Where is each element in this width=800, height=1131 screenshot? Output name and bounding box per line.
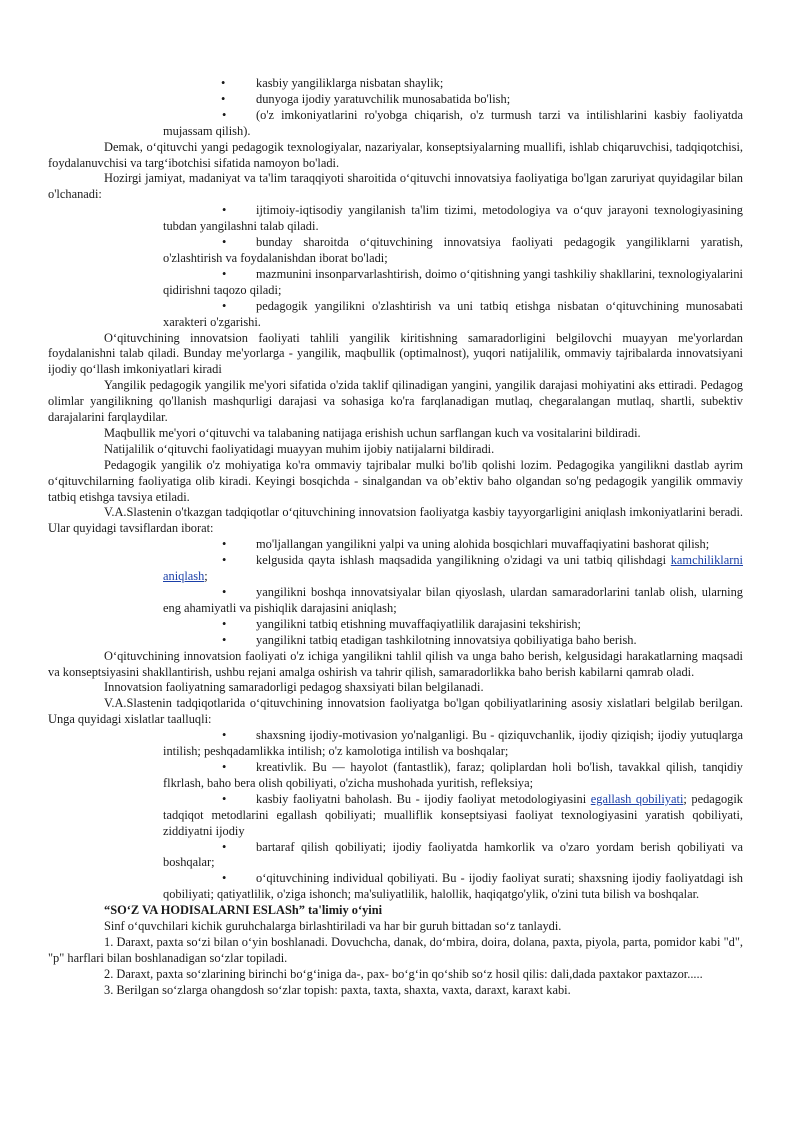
bullet-icon: •: [222, 203, 227, 218]
paragraph: O‘qituvchining innovatsion faoliyati tahlili yangilik kiritishning samaradorligini belgilovchi muayyan me'yorlardan foydalanishni talab qiladi. Bunday me'yorlarga - yangilik, maqbullik (optimalnost), yuqori natijalilik, ommaviy tajribalarda innovatsiyani ijodiy qo‘llash imkoniyatlari kiradi: [48, 330, 743, 377]
bullet-item: • yangilikni tatbiq etadigan tashkilotning innovatsiya qobiliyatiga baho berish.: [222, 632, 637, 647]
bullet-icon: •: [222, 107, 227, 122]
bullet-item: • bartaraf qilish qobiliyati; ijodiy faoliyatda hamkorlik va o'zaro yordam berish qobiliyati va boshqalar;: [163, 839, 743, 870]
bullet-icon: •: [222, 839, 227, 854]
kamchiliklarni-aniqlash-link[interactable]: kamchiliklarni aniqlash: [163, 553, 743, 584]
bullet-icon: •: [222, 728, 227, 743]
bullet-icon: •: [221, 91, 226, 106]
bullet-item: • bunday sharoitda o‘qituvchining innovatsiya faoliyati pedagogik yangiliklarni yaratish, o'zlashtirish va foydalanishdan iborat bo'ladi;: [163, 235, 743, 265]
bullet-icon: •: [222, 553, 227, 568]
paragraph: 1. Daraxt, paxta so‘zi bilan o‘yin boshlanadi. Dovuchcha, danak, do‘mbira, doira, dolana, paxta, piyola, parta, pomidor kabi "d", "p" harflari bilan boshlanadigan so‘zlar topiladi.: [48, 934, 743, 965]
bullet-item: • pedagogik yangilikni o'zlashtirish va uni tatbiq etishga nisbatan o‘qituvchining munosabati xarakteri o'zgarishi.: [163, 298, 743, 329]
paragraph: V.A.Slastenin tadqiqotlarida o‘qituvchining innovatsion faoliyatga bo'lgan qobiliyatlarining asosiy xislatlari belgilab berilgan. Unga quyidagi xislatlar taalluqli:: [48, 696, 743, 727]
bullet-icon: •: [222, 616, 227, 631]
bullet-icon: •: [222, 266, 227, 281]
paragraph: Pedagogik yangilik o'z mohiyatiga ko'ra ommaviy tajribalar mulki bo'lib qolishi lozim. Pedagogika yangilikni dastlab ayrim o‘qituvchilarning faoliyatiga olib kiradi. Keyingi bosqichda - sinalgandan va ob’ektiv baho olgandan so'ng pedagogik yangilik ommaviy tatbiq etishga tavsiya etiladi.: [48, 457, 743, 504]
bullet-item: • mazmunini insonparvarlashtirish, doimo o‘qitishning yangi tashkiliy shakllarini, texnologiyalarini qidirishni taqozo qiladi;: [163, 266, 743, 297]
bullet-icon: •: [222, 537, 227, 552]
bullet-item: • (o'z imkoniyatlarini ro'yobga chiqarish, o'z turmush tarzi va intilishlarini kasbiy faoliyatda mujassam qilish).: [163, 107, 743, 138]
bullet-item: • ijtimoiy-iqtisodiy yangilanish ta'lim tizimi, metodologiya va o‘quv jarayoni texnologiyasining tubdan yangilashni talab qiladi.: [163, 203, 743, 234]
bullet-item: • dunyoga ijodiy yaratuvchilik munosabatida bo'lish;: [221, 91, 511, 106]
bullet-item: • kasbiy yangiliklarga nisbatan shaylik;: [221, 76, 444, 90]
bullet-item: • yangilikni boshqa innovatsiyalar bilan qiyoslash, ulardan samaradorlarini tanlab olish, ularning eng ahamiyatli va pishiqlik darajasini aniqlash;: [163, 585, 743, 615]
bullet-icon: •: [221, 76, 226, 90]
paragraph: Yangilik pedagogik yangilik me'yori sifatida o'zida taklif qilinadigan yangini, yangilik darajasi mohiyatini aks ettiradi. Pedagog olimlar yangilikning qo'llanish mashqurligi darajasi va sohasiga ko'ra farqlanadigan mutlaq, chegaralangan mutlaq, shartli, subektiv darajalarini farqlaydilar.: [48, 378, 743, 425]
bullet-item: • yangilikni tatbiq etishning muvaffaqiyatlilik darajasini tekshirish;: [222, 616, 581, 631]
bullet-icon: •: [222, 871, 227, 886]
paragraph: 3. Berilgan so‘zlarga ohangdosh so‘zlar topish: paxta, taxta, shaxta, vaxta, daraxt, karaxt kabi.: [104, 982, 571, 997]
paragraph: Natijalilik o‘qituvchi faoliyatidagi muayyan muhim ijobiy natijalarni bildiradi.: [104, 441, 495, 456]
bullet-item: • o‘qituvchining individual qobiliyati. Bu - ijodiy faoliyat surati; shaxsning ijodiy faoliyatdagi ish qobiliyati; qatiyatlilik, o'ziga ishonch; ma'suliyatlilik, halollik, haqiqatgo'ylik, o'zini tuta bilish va boshqalar.: [163, 871, 743, 902]
bullet-item: • kreativlik. Bu — hayolot (fantastlik), faraz; qoliplardan holi bo'lish, tavakkal qilish, tanqidiy flkrlash, baho bera olish qobiliyati, o'zicha mushohada yuritish, refleksiya;: [163, 759, 743, 790]
bullet-item: • kelgusida qayta ishlash maqsadida yangilikning o'zidagi va uni tatbiq qilishdagi kamchiliklarni aniqlash;: [163, 553, 743, 584]
bullet-icon: •: [222, 791, 227, 806]
bullet-item: • kasbiy faoliyatni baholash. Bu - ijodiy faoliyat metodologiyasini egallash qobiliyati; pedagogik tadqiqot metodlarini egallash qobiliyati; mualliflik konseptsiyasi faoliyat texnologiyasini yaratish qobiliyati, ziddiyatni ijodiy: [163, 791, 743, 838]
paragraph: Innovatsion faoliyatning samaradorligi pedagog shaxsiyati bilan belgilanadi.: [104, 680, 484, 695]
bullet-icon: •: [222, 235, 227, 250]
bullet-icon: •: [222, 632, 227, 647]
paragraph: 2. Daraxt, paxta so‘zlarining birinchi bo‘g‘iniga da-, pax- bo‘g‘in qo‘shib so‘z hosil qilis: dali,dada paxtakor paxtazor.....: [104, 966, 703, 981]
bullet-item: • mo'ljallangan yangilikni yalpi va uning alohida bosqichlari muvaffaqiyatini bashorat qilish;: [222, 537, 710, 552]
bullet-item: • shaxsning ijodiy-motivasion yo'nalganligi. Bu - qiziquvchanlik, ijodiy qiziqish; ijodiy yutuqlarga intilish; peshqadamlikka intilish; o'z kamolotiga intilish va boshqalar;: [163, 728, 743, 759]
document-body: [48, 76, 743, 999]
paragraph: O‘qituvchining innovatsion faoliyati o'z ichiga yangilikni tahlil qilish va unga baho berish, kelgusidagi harakatlarning maqsadi va konseptsiyasini shakllantirish, ushbu rejani amalga oshirish va tahrir qilish, samaradorlikka baho berish kabilarni qamrab oladi.: [48, 648, 743, 679]
section-heading: “SO‘Z VA HODISALARNI ESLASh” ta'limiy o‘yini: [104, 903, 383, 918]
egallash-qobiliyati-link[interactable]: egallash qobiliyati: [590, 791, 684, 806]
paragraph: Hozirgi jamiyat, madaniyat va ta'lim taraqqiyoti sharoitida o‘qituvchi innovatsiya faoliyatiga bo'lgan zaruriyat quyidagilar bilan o'lchanadi:: [48, 171, 743, 202]
paragraph: Maqbullik me'yori o‘qituvchi va talabaning natijaga erishish uchun sarflangan kuch va vositalarini bildiradi.: [104, 425, 641, 440]
paragraph: Sinf o‘quvchilari kichik guruhchalarga birlashtiriladi va har bir guruh bittadan so‘z tanlaydi.: [104, 919, 562, 934]
bullet-icon: •: [222, 759, 227, 774]
bullet-icon: •: [222, 298, 227, 313]
paragraph: Demak, o‘qituvchi yangi pedagogik texnologiyalar, nazariyalar, konseptsiyalarning muallifi, ishlab chiqaruvchisi, tadqiqotchisi, foydalanuvchisi va targ‘ibotchisi sifatida namoyon bo'ladi.: [48, 139, 743, 170]
paragraph: V.A.Slastenin o'tkazgan tadqiqotlar o‘qituvchining innovatsion faoliyatga kasbiy tayyorgarligini aniqlash imkoniyatlarini beradi. Ular quyidagi tavsiflardan iborat:: [48, 505, 743, 536]
bullet-icon: •: [222, 585, 227, 599]
